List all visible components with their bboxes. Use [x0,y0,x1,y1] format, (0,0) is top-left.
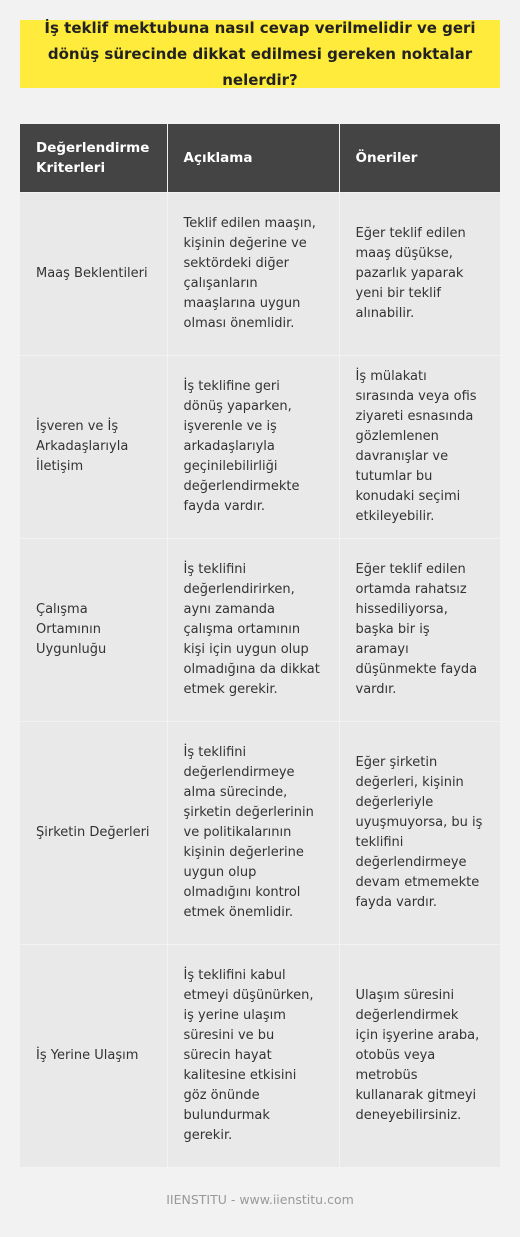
description-cell: İş teklifine geri dönüş yaparken, işverenle ve iş arkadaşlarıyla geçinilebilirliği değerlendirmekte fayda vardır. [167,356,339,539]
criterion-cell: Çalışma Ortamının Uygunluğu [20,539,167,722]
table-row [20,722,500,945]
description-cell: İş teklifini değerlendirirken, aynı zamanda çalışma ortamının kişi için uygun olup olmadığına da dikkat etmek gerekir. [167,539,339,722]
suggestion-cell: Eğer teklif edilen maaş düşükse, pazarlık yaparak yeni bir teklif alınabilir. [339,193,500,356]
suggestion-cell: Eğer şirketin değerleri, kişinin değerleriyle uyuşmuyorsa, bu iş teklifini değerlendirmeye devam etmemekte fayda vardır. [339,722,500,945]
table-row [20,356,500,539]
suggestion-cell: Eğer teklif edilen ortamda rahatsız hissediliyorsa, başka bir iş aramayı düşünmekte fayda vardır. [339,539,500,722]
header-criteria: Değerlendirme Kriterleri [20,124,167,193]
suggestion-cell: Ulaşım süresini değerlendirmek için işyerine araba, otobüs veya metrobüs kullanarak gitmeyi deneyebilirsiniz. [339,945,500,1168]
criterion-cell: Maaş Beklentileri [20,193,167,356]
table-header-row [20,124,500,193]
criterion-cell: İş Yerine Ulaşım [20,945,167,1168]
criteria-table [20,124,500,1167]
table-row [20,193,500,356]
page-title: İş teklif mektubuna nasıl cevap verilmelidir ve geri dönüş sürecinde dikkat edilmesi gereken noktalar nelerdir? [44,19,476,89]
table-row [20,539,500,722]
header-description: Açıklama [167,124,339,193]
footer-credit: IIENSTITU - www.iienstitu.com [166,1192,354,1207]
suggestion-cell: İş mülakatı sırasında veya ofis ziyareti esnasında gözlemlenen davranışlar ve tutumlar bu konudaki seçimi etkileyebilir. [339,356,500,539]
criterion-cell: Şirketin Değerleri [20,722,167,945]
description-cell: Teklif edilen maaşın, kişinin değerine ve sektördeki diğer çalışanların maaşlarına uygun olması önemlidir. [167,193,339,356]
header-suggestions: Öneriler [339,124,500,193]
description-cell: İş teklifini kabul etmeyi düşünürken, iş yerine ulaşım süresini ve bu sürecin hayat kalitesine etkisini göz önünde bulundurmak gerekir. [167,945,339,1168]
table-row [20,945,500,1168]
criterion-cell: İşveren ve İş Arkadaşlarıyla İletişim [20,356,167,539]
title-banner [20,20,500,88]
description-cell: İş teklifini değerlendirmeye alma sürecinde, şirketin değerlerinin ve politikalarının kişinin değerlerine uygun olup olmadığını kontrol etmek önemlidir. [167,722,339,945]
